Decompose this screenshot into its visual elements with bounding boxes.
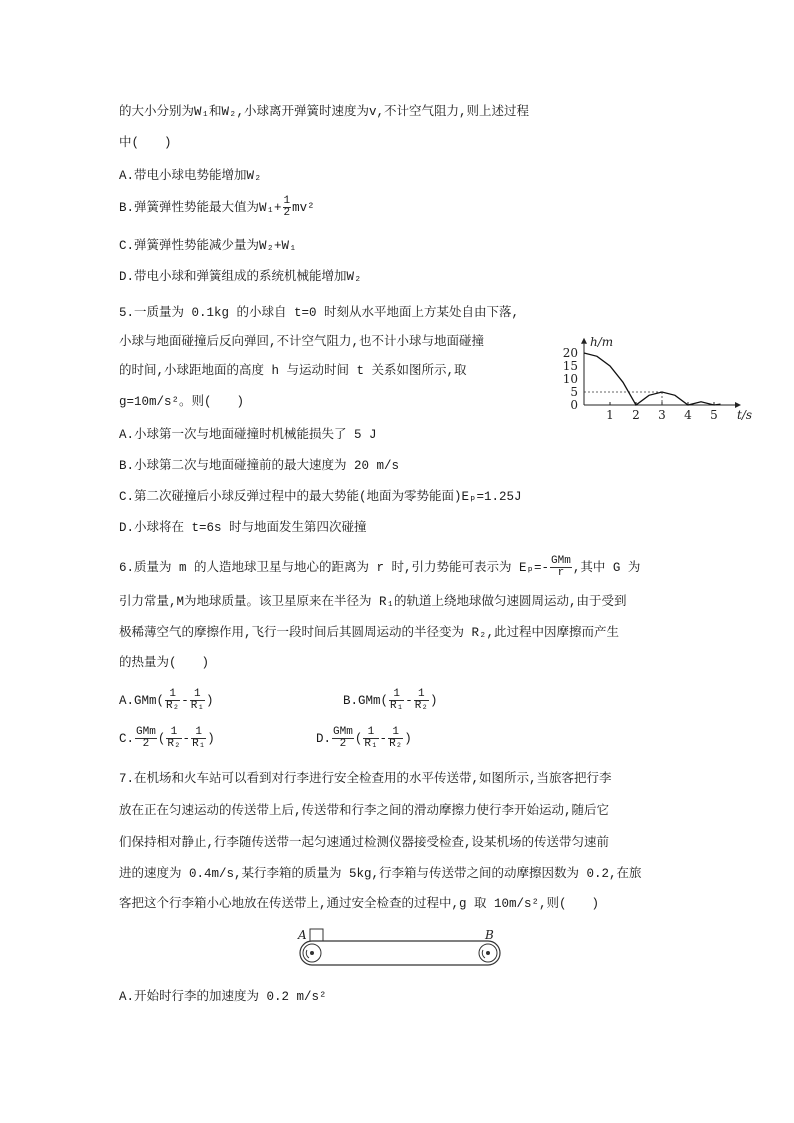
right-pulley-axle [486, 951, 490, 955]
q6-stem-line4: 的热量为( ) [119, 656, 210, 670]
fraction: $\frac{\text{GMm}}{2}$ [333, 726, 353, 750]
fraction: $\frac{1}{\text{R₂}}$ [414, 688, 428, 712]
y-tick-label: 20 [562, 346, 578, 360]
height-time-graph [558, 312, 758, 427]
height-curve [584, 353, 721, 405]
fraction: $\frac{\text{GMm}}{2}$ [136, 726, 156, 750]
q6-stem-line1-suffix: ,其中 G 为 [572, 560, 641, 575]
fraction: $\frac{1}{\text{R₁}}$ [190, 688, 204, 712]
q4-option-a: A.带电小球电势能增加W₂ [119, 169, 262, 183]
y-axis-label: h/m [590, 334, 614, 349]
q6-stem-line1-text: 6.质量为 m 的人造地球卫星与地心的距离为 r 时,引力势能可表示为 Eₚ=- [119, 560, 550, 575]
q6-option-b-prefix: B.GMm( [343, 693, 389, 708]
fraction-half: $\frac{1}{2}$ [283, 195, 291, 219]
q6-option-d-prefix: D. [316, 731, 332, 746]
q6-stem-line1 [119, 556, 640, 579]
q4-stem-line1: 的大小分别为W₁和W₂,小球离开弹簧时速度为v,不计空气阻力,则上述过程 [119, 105, 530, 119]
q5-option-a: A.小球第一次与地面碰撞时机械能损失了 5 J [119, 428, 377, 442]
conveyor-belt-diagram [294, 924, 506, 970]
y-tick-label: 10 [562, 372, 578, 386]
q7-stem-line5: 客把这个行李箱小心地放在传送带上,通过安全检查的过程中,g 取 10m/s²,则( ) [119, 897, 600, 911]
fraction: $\frac{1}{\text{R₂}}$ [389, 726, 403, 750]
q5-option-c: C.第二次碰撞后小球反弹过程中的最大势能(地面为零势能面)Eₚ=1.25J [119, 490, 522, 504]
luggage-box [310, 929, 323, 941]
fraction: $\frac{1}{\text{R₁}}$ [390, 688, 404, 712]
x-tick-label: 1 [606, 408, 614, 422]
q6-stem-line3: 极稀薄空气的摩擦作用,飞行一段时间后其圆周运动的半径变为 R₂,此过程中因摩擦而产生 [119, 626, 620, 640]
q5-option-b: B.小球第二次与地面碰撞前的最大速度为 20 m/s [119, 459, 400, 473]
y-axis-arrow [581, 338, 587, 344]
right-rotation-arrow [482, 950, 485, 958]
x-tick-label: 2 [632, 408, 640, 422]
q6-option-d: D. $\frac{\text{GMm}}{2}$ ( $\frac{1}{\text{R₁}}$ - $\frac{1}{\text{R₂}}$ ) [316, 726, 412, 750]
fraction: $\frac{1}{\text{R₂}}$ [167, 726, 181, 750]
x-tick-label: 4 [684, 408, 692, 422]
q4-stem-line2: 中( ) [119, 136, 172, 150]
q5-stem-line2: 小球与地面碰撞后反向弹回,不计空气阻力,也不计小球与地面碰撞 [119, 335, 485, 349]
q4-option-b-suffix: mv² [292, 200, 315, 215]
q5-stem-line4: g=10m/s²。则( ) [119, 395, 245, 409]
q6-option-a: A.GMm( $\frac{1}{\text{R₂}}$ - $\frac{1}{\text{R₁}}$ ) [119, 688, 214, 712]
q5-stem-line3: 的时间,小球距地面的高度 h 与运动时间 t 关系如图所示,取 [119, 364, 467, 378]
x-tick-label: 5 [710, 408, 718, 422]
point-b-label: B [485, 928, 494, 942]
q4-option-b [119, 196, 315, 219]
y-tick-label: 0 [570, 398, 578, 412]
fraction: $\frac{1}{\text{R₂}}$ [166, 688, 180, 712]
y-tick-label: 5 [570, 385, 578, 399]
fraction: $\frac{1}{\text{R₁}}$ [192, 726, 206, 750]
q4-option-c: C.弹簧弹性势能减少量为W₂+W₁ [119, 239, 297, 253]
q7-stem-line4: 进的速度为 0.4m/s,某行李箱的质量为 5kg,行李箱与传送带之间的动摩擦因数为 0.2,在旅 [119, 867, 642, 881]
left-rotation-arrow [306, 950, 309, 958]
q6-option-c-prefix: C. [119, 731, 135, 746]
left-pulley-axle [310, 951, 314, 955]
q6-option-a-prefix: A.GMm( [119, 693, 165, 708]
q6-option-b: B.GMm( $\frac{1}{\text{R₁}}$ - $\frac{1}{\text{R₂}}$ ) [343, 688, 438, 712]
q6-stem-line2: 引力常量,M为地球质量。该卫星原来在半径为 R₁的轨道上绕地球做匀速圆周运动,由于受到 [119, 595, 627, 609]
fraction: $\frac{1}{\text{R₁}}$ [364, 726, 378, 750]
q5-stem-line1: 5.一质量为 0.1kg 的小球自 t=0 时刻从水平地面上方某处自由下落, [119, 306, 520, 320]
q6-option-c: C. $\frac{\text{GMm}}{2}$ ( $\frac{1}{\text{R₂}}$ - $\frac{1}{\text{R₁}}$ ) [119, 726, 215, 750]
q5-option-d: D.小球将在 t=6s 时与地面发生第四次碰撞 [119, 521, 367, 535]
q7-stem-line3: 们保持相对静止,行李随传送带一起匀速通过检测仪器接受检查,设某机场的传送带匀速前 [119, 836, 610, 850]
fraction-gmm-over-r: $\frac{\text{GMm}}{r}$ [551, 555, 571, 579]
q4-option-b-text: B.弹簧弹性势能最大值为W₁+ [119, 200, 282, 215]
point-a-label: A [298, 928, 307, 942]
y-tick-label: 15 [562, 359, 578, 373]
q4-option-d: D.带电小球和弹簧组成的系统机械能增加W₂ [119, 270, 362, 284]
x-axis-label: t/s [737, 408, 753, 422]
q7-stem-line2: 放在正在匀速运动的传送带上后,传送带和行李之间的滑动摩擦力使行李开始运动,随后它 [119, 804, 610, 818]
x-tick-label: 3 [658, 408, 666, 422]
q7-option-a: A.开始时行李的加速度为 0.2 m/s² [119, 990, 327, 1004]
q7-stem-line1: 7.在机场和火车站可以看到对行李进行安全检查用的水平传送带,如图所示,当旅客把行李 [119, 772, 612, 786]
